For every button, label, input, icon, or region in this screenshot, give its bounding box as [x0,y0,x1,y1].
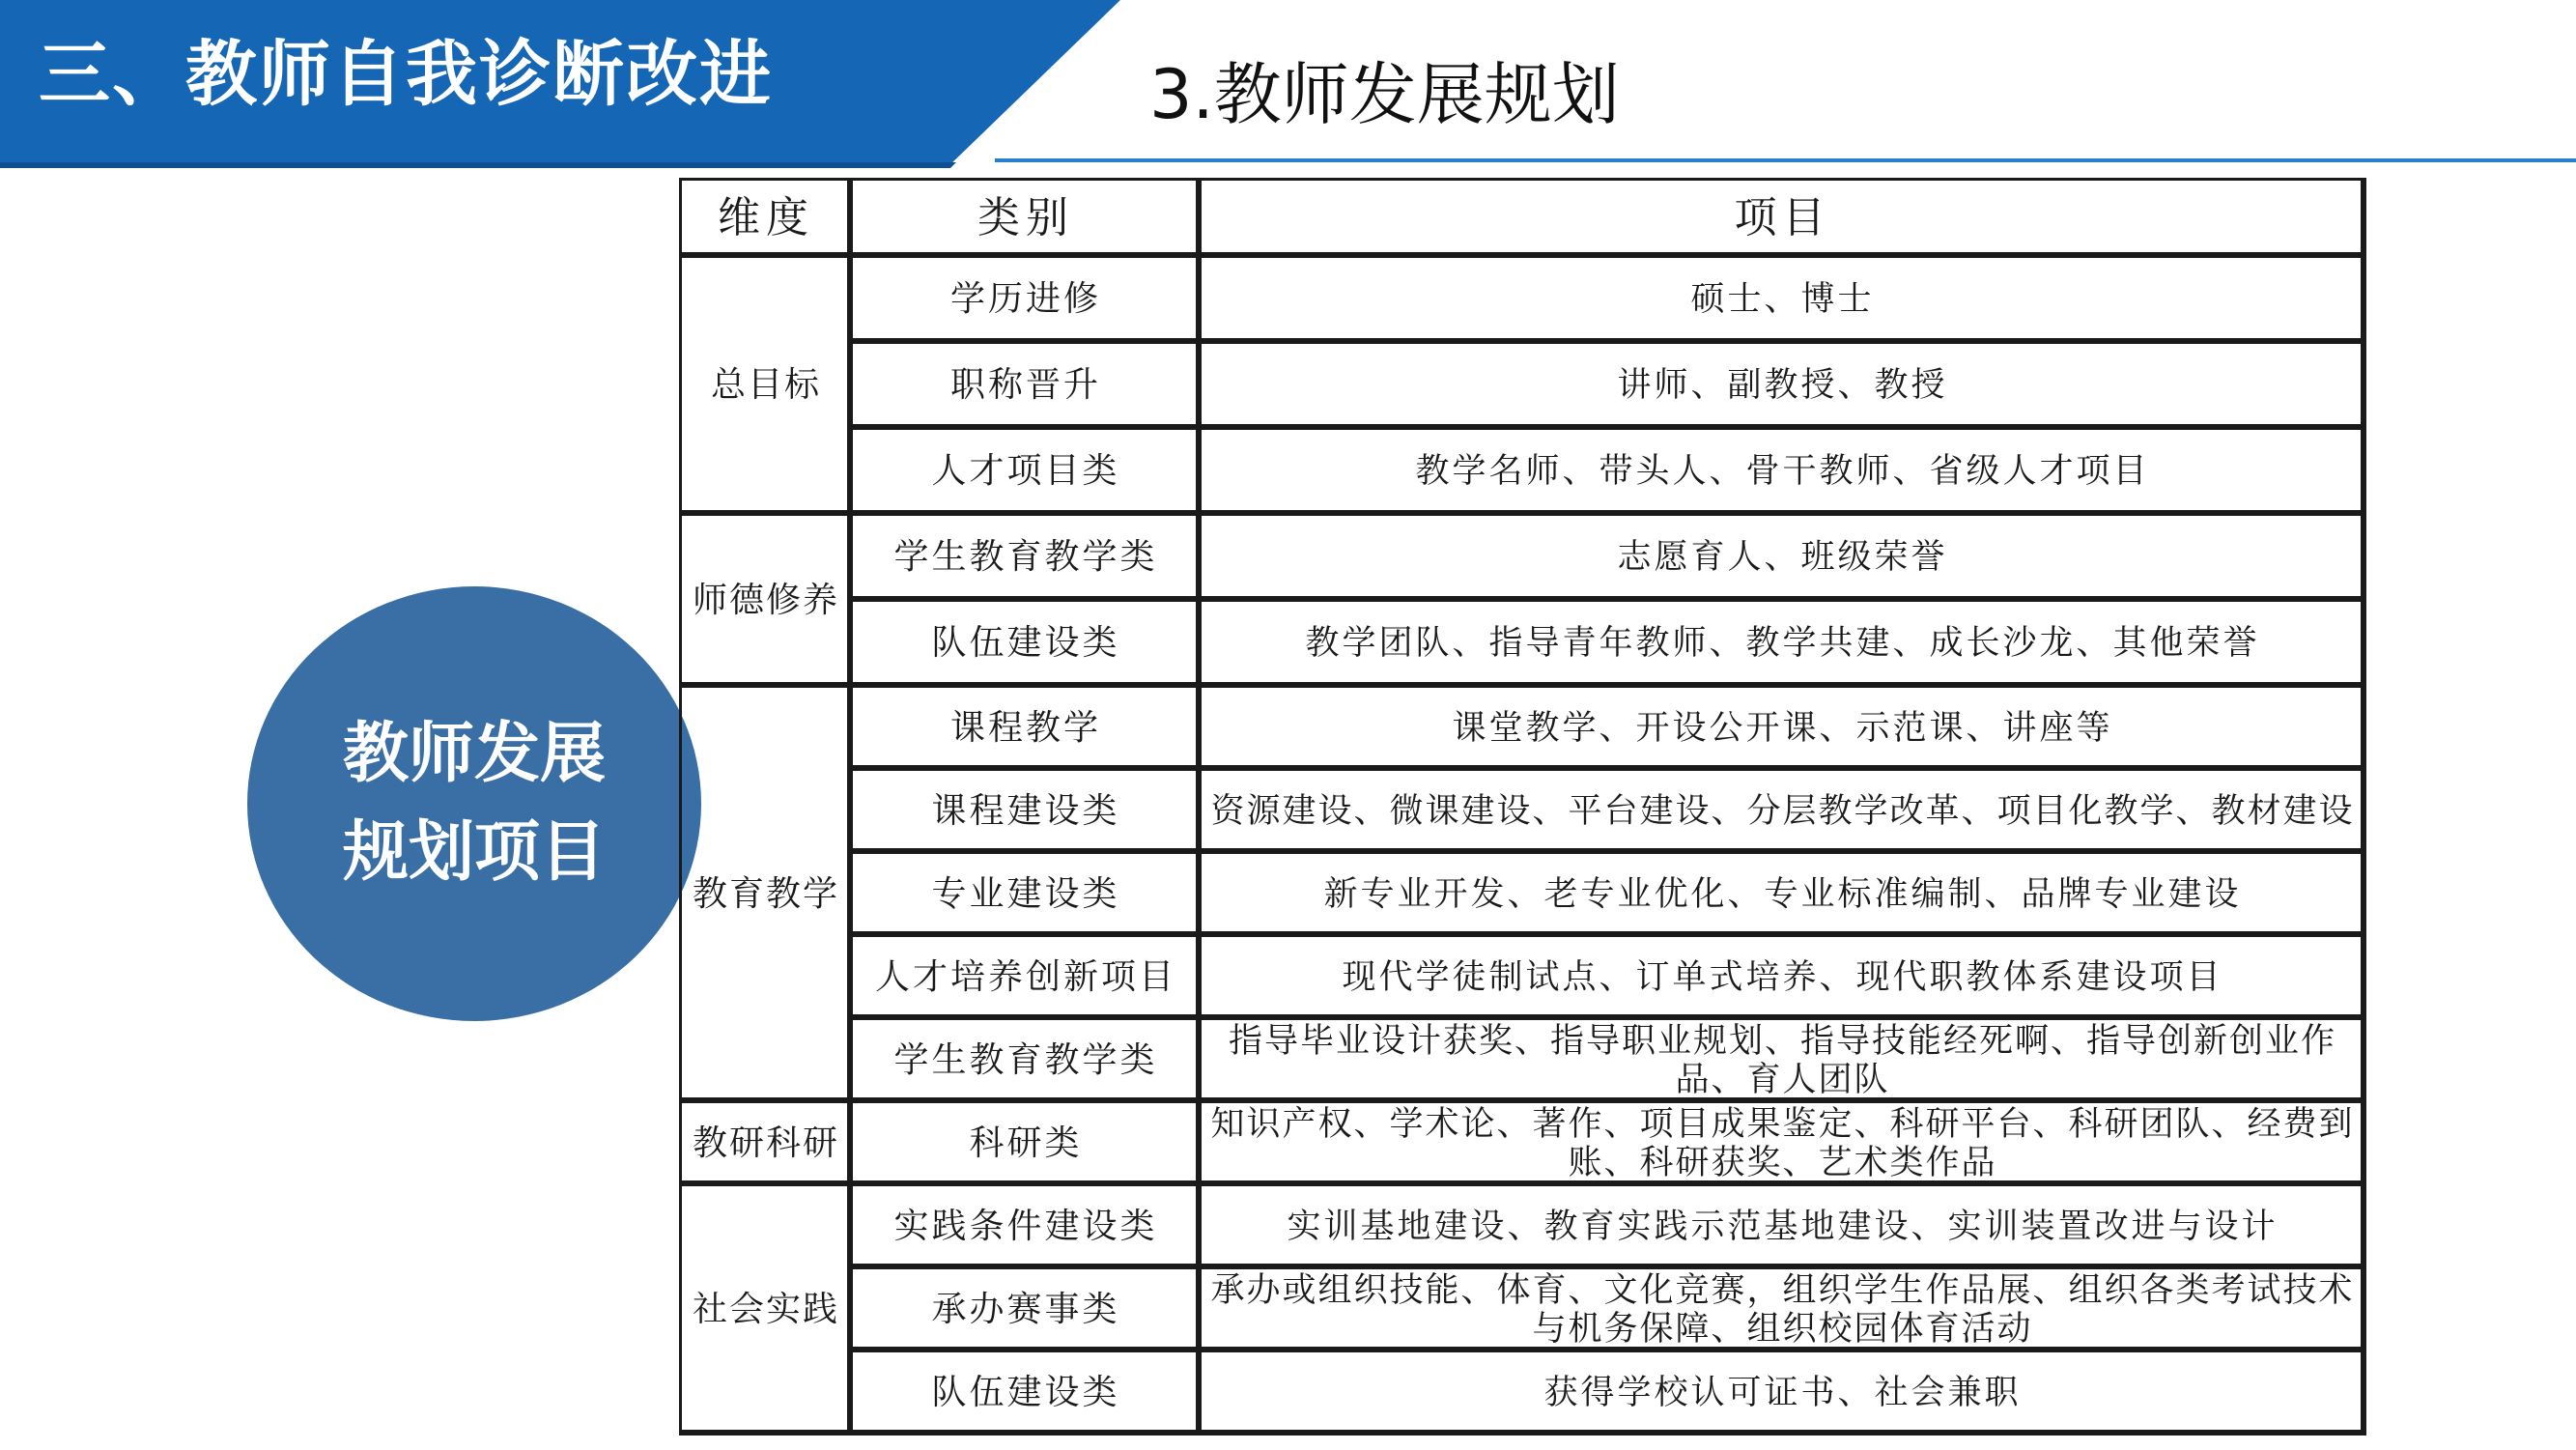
items-cell: 志愿育人、班级荣誉 [1202,516,2366,602]
header-category: 类别 [853,181,1202,258]
category-cell: 职称晋升 [853,344,1202,430]
items-cell: 教学团队、指导青年教师、教学共建、成长沙龙、其他荣誉 [1202,602,2366,688]
table-row [682,258,2366,344]
category-cell: 学历进修 [853,258,1202,344]
items-cell: 获得学校认可证书、社会兼职 [1202,1352,2366,1436]
items-cell: 课堂教学、开设公开课、示范课、讲座等 [1202,688,2366,771]
category-cell: 课程教学 [853,688,1202,771]
table-row [682,937,2366,1020]
category-cell: 专业建设类 [853,854,1202,937]
items-cell: 新专业开发、老专业优化、专业标准编制、品牌专业建设 [1202,854,2366,937]
section-title: 三、教师自我诊断改进 [39,33,773,116]
category-cell: 实践条件建设类 [853,1186,1202,1269]
circle-title-line2: 规划项目 [342,814,606,891]
category-cell: 队伍建设类 [853,1352,1202,1436]
table-row [682,516,2366,602]
category-cell: 课程建设类 [853,771,1202,854]
table-row [682,602,2366,688]
dimension-cell: 社会实践 [682,1186,853,1436]
table-row [682,1186,2366,1269]
table-row [682,344,2366,430]
items-cell: 资源建设、微课建设、平台建设、分层教学改革、项目化教学、教材建设 [1202,771,2366,854]
table-row [682,1352,2366,1436]
items-cell: 现代学徒制试点、订单式培养、现代职教体系建设项目 [1202,937,2366,1020]
slide-title: 3.教师发展规划 [1149,55,1620,134]
table-row [682,771,2366,854]
category-cell: 科研类 [853,1103,1202,1186]
category-cell: 学生教育教学类 [853,516,1202,602]
dimension-cell: 总目标 [682,258,853,516]
table-row [682,1103,2366,1186]
topic-circle [247,586,701,1021]
category-cell: 承办赛事类 [853,1269,1202,1352]
items-cell: 实训基地建设、教育实践示范基地建设、实训装置改进与设计 [1202,1186,2366,1269]
category-cell: 人才项目类 [853,430,1202,516]
items-cell: 教学名师、带头人、骨干教师、省级人才项目 [1202,430,2366,516]
dimension-cell: 教育教学 [682,688,853,1103]
items-cell: 讲师、副教授、教授 [1202,344,2366,430]
table-row [682,1269,2366,1352]
dimension-cell: 教研科研 [682,1103,853,1186]
items-cell: 硕士、博士 [1202,258,2366,344]
items-cell: 承办或组织技能、体育、文化竞赛，组织学生作品展、组织各类考试技术与机务保障、组织校园体育活动 [1202,1269,2366,1352]
items-cell: 指导毕业设计获奖、指导职业规划、指导技能经死啊、指导创新创业作品、育人团队 [1202,1020,2366,1103]
items-cell: 知识产权、学术论、著作、项目成果鉴定、科研平台、科研团队、经费到账、科研获奖、艺术类作品 [1202,1103,2366,1186]
table-row [682,1020,2366,1103]
table-row [682,854,2366,937]
development-plan-table [679,178,2366,1436]
table-row [682,430,2366,516]
header-items: 项目 [1202,181,2366,258]
dimension-cell: 师德修养 [682,516,853,688]
category-cell: 队伍建设类 [853,602,1202,688]
category-cell: 人才培养创新项目 [853,937,1202,1020]
table-header-row [682,181,2366,258]
category-cell: 学生教育教学类 [853,1020,1202,1103]
header-dimension: 维度 [682,181,853,258]
circle-title-line1: 教师发展 [342,716,606,792]
table-row [682,688,2366,771]
